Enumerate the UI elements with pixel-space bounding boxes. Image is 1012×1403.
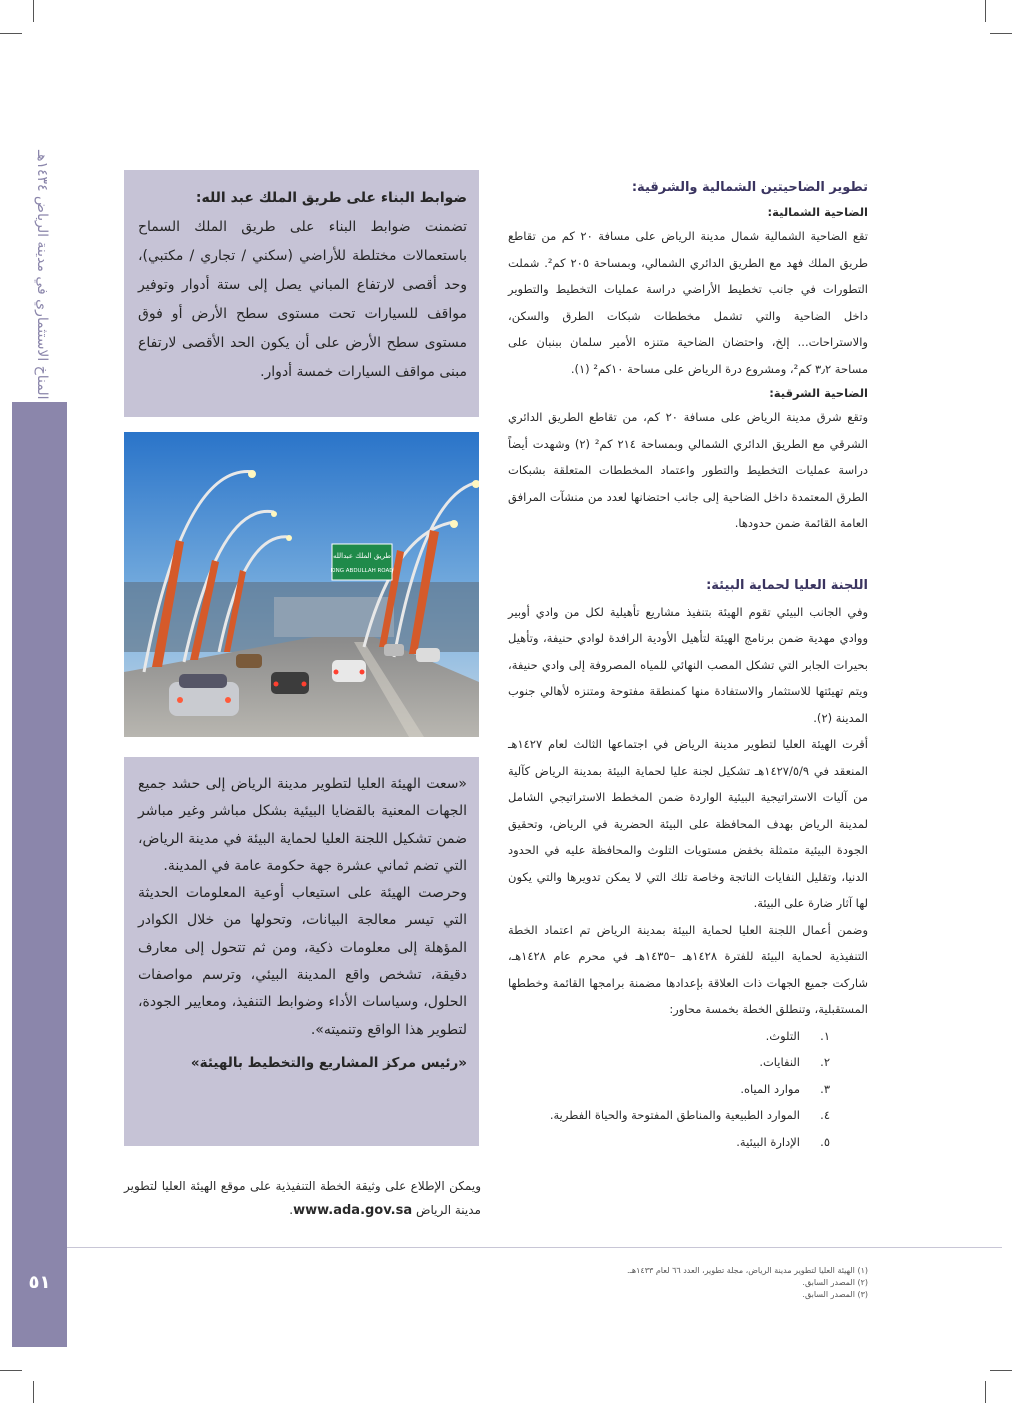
environment-paragraph: وضمن أعمال اللجنة العليا لحماية البيئة بمدينة الرياض تم اعتماد الخطة التنفيذية لحماية البيئة للفترة ١٤٢٨هـ –١٤٣٥هـ في محرم عام ١٤٢٨هـ، شاركت جميع الجهات ذات العلاقة بإعدادها مضمنة برامجها القائمة وخططها المستقبلية، وتنطلق الخطة بخمسة محاور: [508, 922, 868, 1016]
crop-mark [985, 0, 986, 22]
list-item: ٤.الموارد الطبيعية والمناطق المفتوحة والحياة الفطرية. [549, 1108, 830, 1122]
north-suburb-heading: الضاحية الشمالية: [767, 205, 868, 219]
crop-mark [33, 1381, 34, 1403]
axes-list [508, 1023, 868, 1156]
quote-box [124, 757, 479, 1146]
crop-mark [990, 1370, 1012, 1371]
road-photo [124, 432, 479, 737]
section-title-suburbs: تطوير الضاحيتين الشمالية والشرقية: [631, 180, 868, 195]
road-sign-arabic: طريق الملك عبدالله [332, 552, 392, 560]
road-sign-english: KING ABDULLAH ROAD [330, 568, 394, 574]
crop-mark [985, 1381, 986, 1403]
box-title: ضوابط البناء على طريق الملك عبد الله: [195, 190, 467, 206]
quote-paragraph: «سعت الهيئة العليا لتطوير مدينة الرياض إلى حشد جميع الجهات المعنية بالقضايا البيئية بشكل مباشر وغير مباشر ضمن تشكيل اللجنة العليا لحماية البيئة في مدينة الرياض، التي تضم ثماني عشرة جهة حكومة عامة في المدينة. [138, 776, 467, 874]
footnotes [500, 1265, 868, 1301]
page-number-tab [12, 1247, 67, 1347]
page-number: ٥١ [28, 1272, 51, 1293]
crop-mark [33, 0, 34, 22]
list-item: ١.التلوث. [765, 1028, 830, 1043]
environment-paragraph: وفي الجانب البيئي تقوم الهيئة بتنفيذ مشاريع تأهيلية لكل من وادي أوبير ووادي مهدية ضمن برنامج الهيئة لتأهيل الأودية الرافدة لوادي حنيفة، وتأهيل بحيرات الجابر التي تشكل المصب النهائي للمياه المصروفة إلى وادي حنيفة، ويتم تهيئتها للاستثمار والاستفادة منها كمنطقة مفتوحة ومتنزه لأهالي جنوب المدينة (٢). [508, 604, 868, 725]
section-title-environment: اللجنة العليا لحماية البيئة: [706, 577, 868, 593]
quote-signature: «رئيس مركز المشاريع والتخطيط بالهيئة» [190, 1054, 467, 1071]
east-suburb-text: وتقع شرق مدينة الرياض على مسافة ٢٠ كم، من تقاطع الطريق الدائري الشرقي مع الطريق الدائري الشمالي وبمساحة ٢١٤ كم² (٢) وشهدت أيضاً دراسة عمليات التخطيط والتطور واعتماد المخططات المتعلقة بشبكات الطرق المعتمدة داخل الضاحية إلى جانب احتضانها لعدد من منشآت المرافق العامة القائمة ضمن حدودها. [508, 410, 868, 530]
side-bar [12, 402, 67, 1247]
footer-divider [67, 1247, 1002, 1248]
box-text: تضمنت ضوابط البناء على طريق الملك السماح باستعمالات مختلطة للأراضي (سكني / تجاري / مكتبي)، وحد أقصى لارتفاع المباني يصل إلى ستة أدوار وتوفير مواقف للسيارات تحت مستوى سطح الأرض أو فوق مستوى سطح الأرض على أن يكون الحد الأقصى لارتفاع مبنى مواقف السيارات خمسة أدوار. [138, 219, 467, 380]
north-suburb-text: تقع الضاحية الشمالية شمال مدينة الرياض على مسافة ٢٠ كم من تقاطع طريق الملك فهد مع الطريق الدائري الشمالي، وبمساحة ٢٠٥ كم². شملت التطورات في جانب تخطيط الأراضي دراسة عمليات التخطيط والتطوير داخل الضاحية والتي تشمل مخططات شبكات الطرق والسكن، والاستراحات... إلخ، واحتضان الضاحية متنزه الأمير سلمان ببنبان على مساحة ٣٫٢ كم²، ومشروع درة الرياض على مساحة ١٠كم² (١). [508, 229, 868, 376]
quote-paragraph: وحرصت الهيئة على استيعاب أوعية المعلومات الحديثة التي تيسر معالجة البيانات، وتحولها من خلال الكوادر المؤهلة إلى معلومات ذكية، ومن ثم تتحول إلى معارف دقيقة، تشخص واقع المدينة البيئي، وترسم مواصفات الحلول، وسياسات الأداء وضوابط التنفيذ، ومعايير الجودة، لتطوير هذا الواقع وتنميته». [138, 885, 467, 1038]
website-note: ويمكن الإطلاع على وثيقة الخطة التنفيذية على موقع الهيئة العليا لتطوير مدينة الرياض www.ada.gov.sa. [124, 1179, 481, 1218]
website-link[interactable]: www.ada.gov.sa [293, 1203, 413, 1218]
website-note-text: ويمكن الإطلاع على وثيقة الخطة التنفيذية على موقع الهيئة العليا لتطوير مدينة الرياض [124, 1179, 481, 1217]
main-column [508, 175, 868, 1155]
east-suburb-heading: الضاحية الشرقية: [769, 386, 868, 400]
list-item: ٣.موارد المياه. [740, 1081, 830, 1096]
list-item: ٢.النفايات. [759, 1055, 830, 1069]
running-header: المناخ الاستثماري في مدينة الرياض ١٤٣٤هـ [34, 150, 50, 400]
footnote: (٢) المصدر السابق. [802, 1278, 868, 1287]
footnote: (١) الهيئة العليا لتطوير مدينة الرياض، مجلة تطوير، العدد ٦٦ لعام ١٤٣٣هـ. [627, 1266, 868, 1275]
crop-mark [0, 1370, 22, 1371]
environment-paragraph: أقرت الهيئة العليا لتطوير مدينة الرياض في اجتماعها الثالث لعام ١٤٢٧هـ المنعقد في ١٤٢٧/٥/٩هـ تشكيل لجنة عليا لحماية البيئة بمدينة الرياض كآلية من آليات الاستراتيجية البيئية الواردة ضمن المخطط الاستراتيجي الشامل لمدينة الرياض بهدف المحافظة على البيئة الحضرية في الرياض، وتحقيق الجودة البيئية متمثلة بخفض مستويات التلوث والمحافظة عليه في الحدود الدنيا، وتقليل النفايات الناتجة وخاصة تلك التي لا يمكن تدويرها والتي يكون لها آثار ضارة على البيئة. [508, 737, 868, 910]
building-controls-box [124, 170, 479, 417]
crop-mark [990, 33, 1012, 34]
list-item: ٥.الإدارة البيئية. [736, 1134, 830, 1149]
footnote: (٣) المصدر السابق. [802, 1290, 868, 1299]
crop-mark [0, 33, 22, 34]
